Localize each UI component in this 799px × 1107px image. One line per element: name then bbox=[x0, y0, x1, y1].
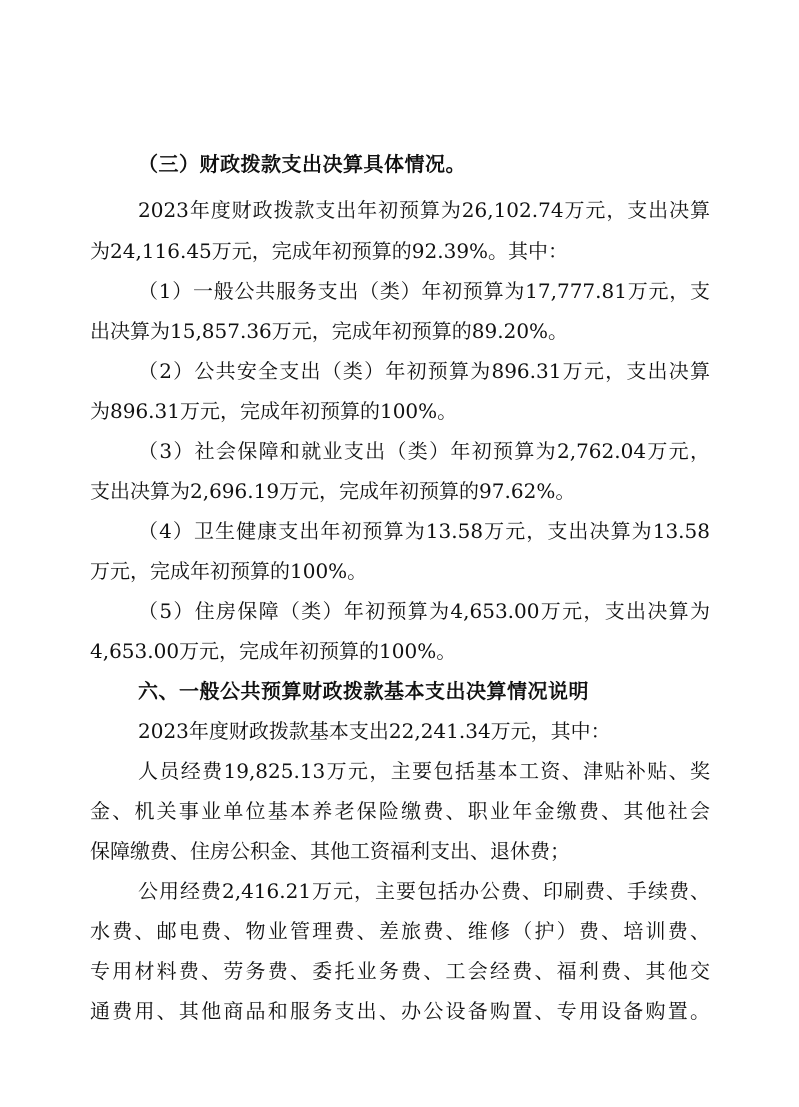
paragraph-line: 支出决算为2,696.19万元，完成年初预算的97.62%。 bbox=[90, 479, 576, 503]
paragraph-line: 2023年度财政拨款支出年初预算为26,102.74万元，支出决算 bbox=[138, 198, 710, 222]
paragraph-line: （1）一般公共服务支出（类）年初预算为17,777.81万元，支 bbox=[138, 279, 710, 303]
paragraph-line: （3）社会保障和就业支出（类）年初预算为2,762.04万元， bbox=[138, 439, 710, 463]
section-heading-3: （三）财政拨款支出决算具体情况。 bbox=[138, 152, 466, 176]
paragraph-line: （4）卫生健康支出年初预算为13.58万元，支出决算为13.58 bbox=[138, 519, 710, 543]
paragraph-line: 金、机关事业单位基本养老保险缴费、职业年金缴费、其他社会 bbox=[90, 799, 710, 823]
paragraph-line: 为896.31万元，完成年初预算的100%。 bbox=[90, 399, 458, 423]
paragraph-line: 万元，完成年初预算的100%。 bbox=[90, 559, 368, 583]
paragraph-line: （5）住房保障（类）年初预算为4,653.00万元，支出决算为 bbox=[138, 599, 710, 623]
paragraph-line: 4,653.00万元，完成年初预算的100%。 bbox=[90, 639, 457, 663]
paragraph-line: 通费用、其他商品和服务支出、办公设备购置、专用设备购置。 bbox=[90, 999, 710, 1023]
paragraph-line: 保障缴费、住房公积金、其他工资福利支出、退休费； bbox=[90, 839, 570, 863]
paragraph-line: 人员经费19,825.13万元，主要包括基本工资、津贴补贴、奖 bbox=[138, 759, 710, 783]
paragraph-line: （2）公共安全支出（类）年初预算为896.31万元，支出决算 bbox=[138, 359, 710, 383]
paragraph-line: 专用材料费、劳务费、委托业务费、工会经费、福利费、其他交 bbox=[90, 959, 710, 983]
section-heading-6: 六、一般公共预算财政拨款基本支出决算情况说明 bbox=[138, 679, 589, 703]
paragraph-line: 为24,116.45万元，完成年初预算的92.39%。其中： bbox=[90, 239, 569, 263]
paragraph-line: 出决算为15,857.36万元，完成年初预算的89.20%。 bbox=[90, 319, 569, 343]
paragraph-line: 水费、邮电费、物业管理费、差旅费、维修（护）费、培训费、 bbox=[90, 919, 710, 943]
paragraph-line: 2023年度财政拨款基本支出22,241.34万元，其中： bbox=[138, 719, 611, 743]
paragraph-line: 公用经费2,416.21万元，主要包括办公费、印刷费、手续费、 bbox=[138, 879, 710, 903]
